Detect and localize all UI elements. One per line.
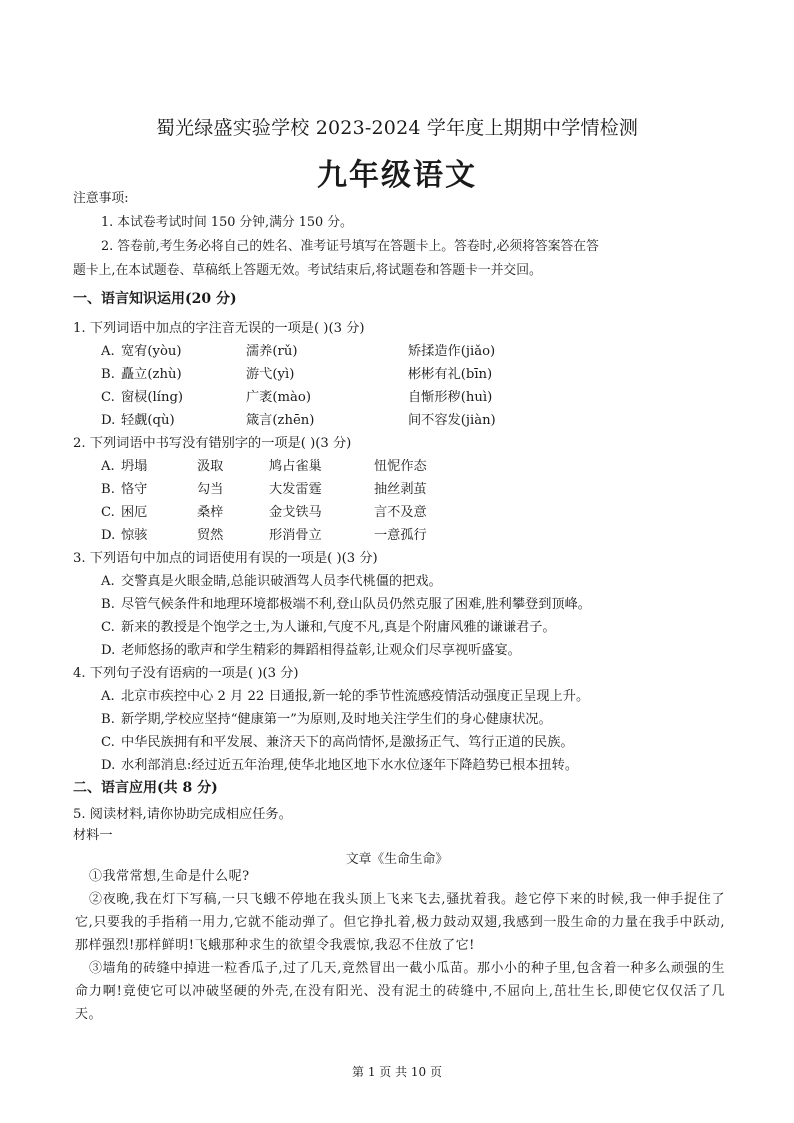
question-5-stem: 5. 阅读材料,请你协助完成相应任务。 bbox=[73, 807, 292, 822]
page-footer: 第 1 页 共 10 页 bbox=[352, 1065, 442, 1079]
notice-heading: 注意事项: bbox=[73, 191, 129, 206]
option-text: 新来的教授是个饱学之士,为人谦和,气度不凡,真是个附庸风雅的谦谦君子。 bbox=[121, 620, 556, 635]
option-letter: D. bbox=[101, 528, 116, 543]
option-word: 恪守 bbox=[121, 482, 148, 497]
notice-item-2-line-1: 2. 答卷前,考生务必将自己的姓名、准考证号填写在答题卡上。答卷时,必须将答案答在答 bbox=[101, 239, 599, 254]
option-word: 彬彬有礼(bīn) bbox=[408, 367, 493, 382]
option-letter: C. bbox=[101, 735, 115, 750]
article-title: 文章《生命生命》 bbox=[345, 852, 449, 867]
school-title: 蜀光绿盛实验学校 2023-2024 学年度上期期中学情检测 bbox=[155, 117, 639, 139]
option-word: 濡养(rǔ) bbox=[246, 344, 298, 359]
option-word: 困厄 bbox=[121, 505, 148, 520]
section-1-heading: 一、语言知识运用(20 分) bbox=[73, 291, 237, 307]
option-word: 宽宥(yòu) bbox=[121, 344, 182, 359]
question-1-stem: 1. 下列词语中加点的字注音无误的一项是( )(3 分) bbox=[73, 321, 365, 336]
option-word: 桑梓 bbox=[197, 505, 224, 520]
option-text: 新学期,学校应坚持“健康第一”为原则,及时地关注学生们的身心健康状况。 bbox=[121, 712, 552, 727]
question-2-stem: 2. 下列词语中书写没有错别字的一项是( )(3 分) bbox=[73, 436, 352, 451]
option-word: 忸怩作态 bbox=[374, 459, 427, 474]
option-letter: B. bbox=[101, 482, 115, 497]
option-text: 北京市疾控中心 2 月 22 日通报,新一轮的季节性流感疫情活动强度正呈现上升。 bbox=[121, 689, 590, 704]
option-word: 金戈铁马 bbox=[269, 505, 322, 520]
option-text: 尽管气候条件和地理环境都极端不利,登山队员仍然克服了困难,胜利攀登到顶峰。 bbox=[121, 597, 591, 612]
option-letter: C. bbox=[101, 620, 115, 635]
question-3-stem: 3. 下列语句中加点的词语使用有误的一项是( )(3 分) bbox=[73, 551, 378, 566]
option-letter: B. bbox=[101, 367, 115, 382]
option-letter: A. bbox=[101, 344, 115, 359]
notice-item-1: 1. 本试卷考试时间 150 分钟,满分 150 分。 bbox=[101, 215, 353, 230]
option-text: 中华民族拥有和平发展、兼济天下的高尚情怀,是激扬正气、笃行正道的民族。 bbox=[121, 735, 574, 750]
article-paragraph-3: ③墙角的砖缝中掉进一粒香瓜子,过了几天,竟然冒出一截小瓜苗。那小小的种子里,包含着一种多么顽强的生命力啊!竟使它可以冲破坚硬的外壳,在没有阳光、没有泥土的砖缝中,不屈向上,茁壮生长,即使它仅仅活了几天。 bbox=[75, 961, 725, 1022]
option-letter: A. bbox=[101, 459, 115, 474]
section-2-heading: 二、语言应用(共 8 分) bbox=[73, 780, 218, 796]
subject-title: 九年级语文 bbox=[317, 158, 477, 193]
option-word: 广袤(mào) bbox=[246, 390, 311, 405]
option-word: 坍塌 bbox=[121, 459, 148, 474]
option-text: 老师悠扬的歌声和学生精彩的舞蹈相得益彰,让观众们尽享视听盛宴。 bbox=[121, 643, 521, 658]
option-word: 自惭形秽(huì) bbox=[408, 390, 493, 405]
option-letter: A. bbox=[101, 689, 115, 704]
option-letter: B. bbox=[101, 712, 115, 727]
option-word: 间不容发(jiàn) bbox=[408, 413, 496, 428]
option-word: 惊骇 bbox=[121, 528, 148, 543]
option-letter: D. bbox=[101, 758, 116, 773]
option-word: 轻觑(qù) bbox=[121, 413, 175, 428]
option-word: 游弋(yì) bbox=[246, 367, 295, 382]
option-letter: D. bbox=[101, 643, 116, 658]
material-label: 材料一 bbox=[73, 828, 113, 843]
option-word: 贸然 bbox=[197, 528, 224, 543]
option-word: 鸠占雀巢 bbox=[269, 459, 322, 474]
option-word: 一意孤行 bbox=[374, 528, 427, 543]
option-word: 言不及意 bbox=[374, 505, 427, 520]
option-text: 交警真是火眼金睛,总能识破酒驾人员李代桃僵的把戏。 bbox=[121, 574, 442, 589]
option-letter: A. bbox=[101, 574, 115, 589]
option-word: 大发雷霆 bbox=[269, 482, 322, 497]
article-paragraph-2: ②夜晚,我在灯下写稿,一只飞蛾不停地在我头顶上飞来飞去,骚扰着我。趁它停下来的时候,我一伸手捉住了它,只要我的手指稍一用力,它就不能动弹了。但它挣扎着,极力鼓动双翅,我感到一股生命的力量在我手中跃动,那样强烈!那样鲜明!飞蛾那种求生的欲望令我震惊,我忍不住放了它! bbox=[75, 892, 725, 953]
notice-item-2-line-2: 题卡上,在本试题卷、草稿纸上答题无效。考试结束后,将试题卷和答题卡一并交回。 bbox=[73, 263, 542, 278]
option-word: 窗棂(líng) bbox=[121, 390, 184, 405]
option-letter: D. bbox=[101, 413, 116, 428]
option-letter: B. bbox=[101, 597, 115, 612]
option-word: 形消骨立 bbox=[269, 528, 322, 543]
option-text: 水利部消息:经过近五年治理,使华北地区地下水水位逐年下降趋势已根本扭转。 bbox=[121, 758, 579, 773]
option-word: 矫揉造作(jiǎo) bbox=[408, 344, 496, 359]
option-word: 箴言(zhēn) bbox=[246, 413, 315, 428]
option-word: 抽丝剥茧 bbox=[374, 482, 427, 497]
option-word: 勾当 bbox=[197, 482, 224, 497]
question-4-stem: 4. 下列句子没有语病的一项是( )(3 分) bbox=[73, 666, 299, 681]
option-letter: C. bbox=[101, 505, 115, 520]
article-paragraph-1: ①我常常想,生命是什么呢? bbox=[89, 869, 250, 884]
option-letter: C. bbox=[101, 390, 115, 405]
option-word: 矗立(zhù) bbox=[121, 367, 182, 382]
option-word: 汲取 bbox=[197, 459, 224, 474]
